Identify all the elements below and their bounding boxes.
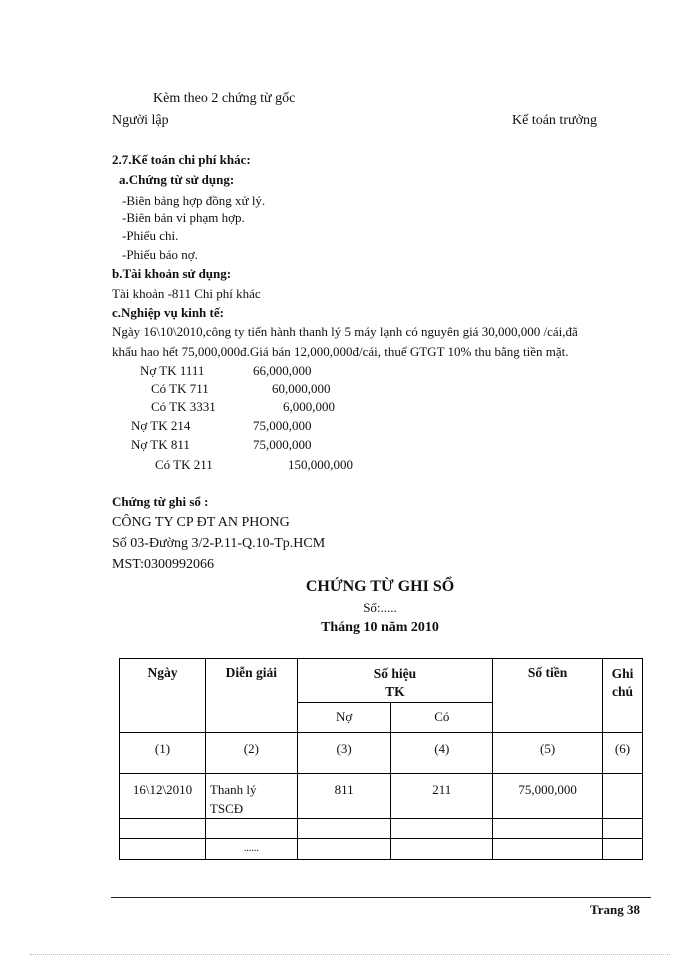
tax-code: MST:0300992066	[112, 557, 214, 572]
account-description: Tài khoản -811 Chi phí khác	[112, 286, 261, 301]
header-amount: Số tiền	[493, 659, 603, 733]
document-item: -Biên bản vi phạm hợp.	[122, 210, 245, 225]
ellipsis-cell: ......	[205, 839, 297, 860]
index-cell: (3)	[297, 733, 391, 774]
empty-cell	[205, 819, 297, 839]
chief-accountant-label: Kế toán trưởng	[512, 113, 597, 128]
subsection-a-title: a.Chứng từ sử dụng:	[119, 172, 235, 187]
header-debit: Nợ	[297, 703, 391, 733]
company-name: CÔNG TY CP ĐT AN PHONG	[112, 515, 290, 530]
header-date: Ngày	[120, 659, 206, 733]
header-note	[602, 659, 642, 733]
row-description-line2: TSCĐ	[209, 801, 244, 816]
transaction-description-line1: Ngày 16\10\2010,công ty tiến hành thanh lý 5 máy lạnh có nguyên giá 30,000,000 /cái,đã	[112, 324, 578, 339]
voucher-label: Chứng từ ghi sổ :	[112, 494, 209, 509]
page-bottom-divider	[30, 954, 670, 955]
subsection-b-title: b.Tài khoản sử dụng:	[112, 266, 232, 281]
row-amount: 75,000,000	[493, 774, 603, 819]
entry-amount: 66,000,000	[253, 363, 312, 378]
empty-cell	[602, 819, 642, 839]
entry-amount: 75,000,000	[253, 437, 312, 452]
empty-cell	[120, 819, 206, 839]
row-note	[602, 774, 642, 819]
subsection-c-title: c.Nghiệp vụ kinh tế:	[112, 305, 224, 320]
document-item: -Biên bảng hợp đồng xử lý.	[122, 193, 266, 208]
row-credit: 211	[391, 774, 493, 819]
empty-cell	[602, 839, 642, 860]
table-row	[120, 839, 643, 860]
table-row	[120, 819, 643, 839]
header-note-line2: chú	[611, 684, 633, 699]
document-item: -Phiếu báo nợ.	[122, 247, 198, 262]
entry-account: Có TK 211	[155, 457, 213, 472]
header-account-code	[297, 659, 492, 703]
empty-cell	[297, 819, 391, 839]
entry-account: Nợ TK 811	[131, 437, 190, 452]
index-cell: (4)	[391, 733, 493, 774]
empty-cell	[493, 819, 603, 839]
empty-cell	[297, 839, 391, 860]
entry-account: Nợ TK 214	[131, 418, 191, 433]
entry-amount: 75,000,000	[253, 418, 312, 433]
empty-cell	[120, 839, 206, 860]
empty-cell	[493, 839, 603, 860]
header-description: Diễn giải	[205, 659, 297, 733]
company-address: Số 03-Đường 3/2-P.11-Q.10-Tp.HCM	[112, 536, 326, 551]
voucher-period: Tháng 10 năm 2010	[321, 620, 439, 635]
transaction-description-line2: khấu hao hết 75,000,000đ.Giá bán 12,000,000đ/cái, thuế GTGT 10% thu bằng tiền mặt.	[112, 344, 569, 359]
table-row	[120, 774, 643, 819]
voucher-number: Số:.....	[363, 600, 397, 615]
entry-account: Có TK 711	[151, 381, 209, 396]
footer-rule	[111, 897, 651, 898]
index-cell: (6)	[602, 733, 642, 774]
preparer-label: Người lập	[112, 113, 169, 128]
header-note-line1: Ghi	[611, 666, 634, 681]
entry-account: Nợ TK 1111	[140, 363, 205, 378]
entry-amount: 60,000,000	[272, 381, 331, 396]
header-account-line1: Số hiệu	[373, 666, 417, 681]
voucher-table	[119, 658, 643, 860]
page-number: Trang 38	[590, 902, 640, 917]
row-debit: 811	[297, 774, 391, 819]
empty-cell	[391, 819, 493, 839]
entry-amount: 150,000,000	[288, 457, 353, 472]
entry-account: Có TK 3331	[151, 399, 216, 414]
voucher-title: CHỨNG TỪ GHI SỔ	[305, 578, 455, 595]
index-row	[120, 733, 643, 774]
empty-cell	[391, 839, 493, 860]
index-cell: (2)	[205, 733, 297, 774]
attachments-note: Kèm theo 2 chứng từ gốc	[153, 91, 296, 106]
document-item: -Phiếu chi.	[122, 228, 179, 243]
index-cell: (5)	[493, 733, 603, 774]
row-description-line1: Thanh lý	[209, 782, 257, 797]
section-heading: 2.7.Kế toán chi phí khác:	[112, 152, 251, 167]
header-account-line2: TK	[385, 684, 405, 699]
entry-amount: 6,000,000	[283, 399, 335, 414]
header-credit: Có	[391, 703, 493, 733]
row-date: 16\12\2010	[120, 774, 206, 819]
row-description	[205, 774, 297, 819]
index-cell: (1)	[120, 733, 206, 774]
